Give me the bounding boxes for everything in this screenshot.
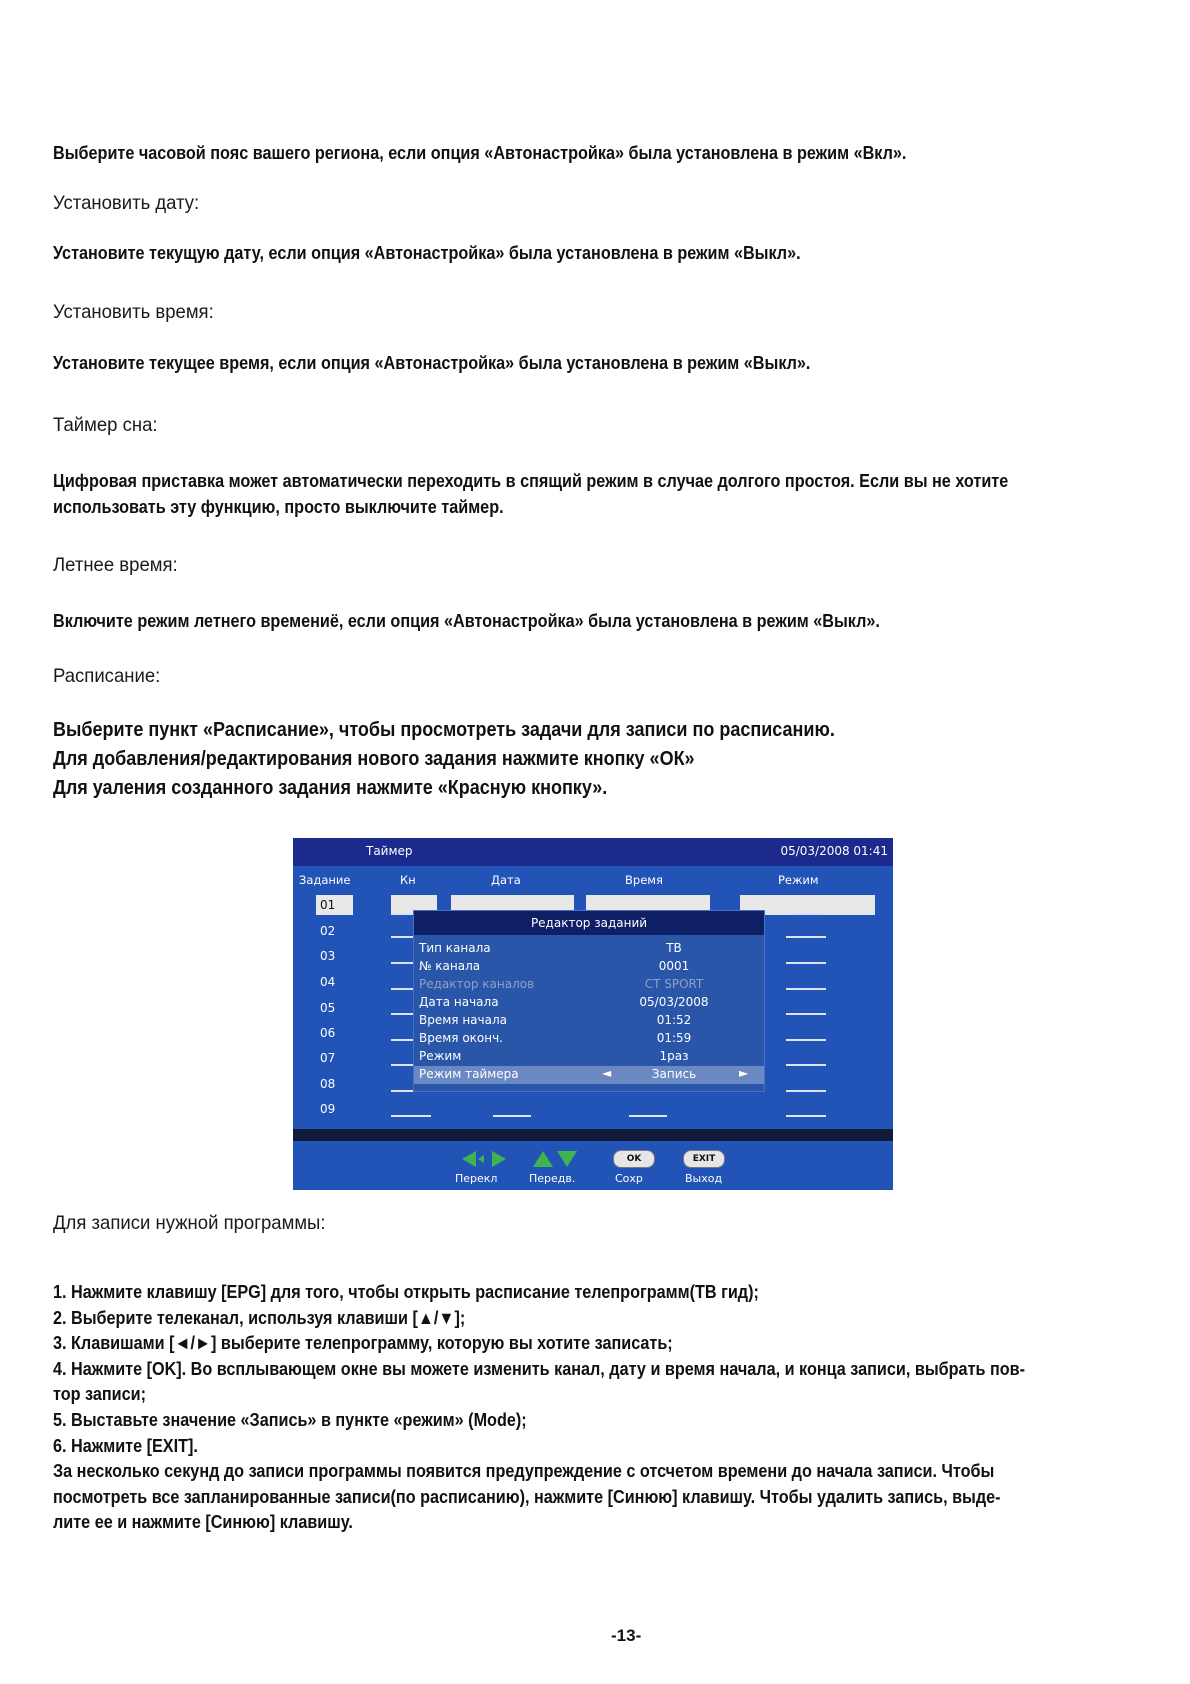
record-step: 3. Клавишами [◄/►] выберите телепрограмму, которую вы хотите записать; (53, 1333, 673, 1354)
dialog-row-start-date[interactable] (414, 994, 764, 1012)
field-label: Редактор каналов (419, 977, 535, 991)
field-label: Время оконч. (419, 1031, 503, 1045)
timer-screenshot (293, 838, 893, 1190)
empty-cell (391, 1064, 413, 1066)
empty-cell (786, 1115, 826, 1117)
empty-cell (786, 1013, 826, 1015)
empty-cell (391, 1039, 413, 1041)
field-value: CT SPORT (644, 977, 704, 991)
ok-key-button[interactable]: OK (613, 1150, 655, 1168)
sleep-timer-paragraph-2: использовать эту функцию, просто выключите таймер. (53, 497, 504, 517)
record-step: 1. Нажмите клавишу [EPG] для того, чтобы открыть расписание телепрограмм(ТВ гид); (53, 1282, 759, 1302)
field-label: № канала (419, 959, 481, 973)
tv-header-bar (293, 838, 893, 866)
dst-paragraph: Включите режим летнего времениё, если опция «Автонастройка» была установлена в режим «Выкл». (53, 611, 880, 631)
field-label: Дата начала (419, 995, 499, 1009)
set-date-heading: Установить дату: (53, 192, 200, 214)
task-number[interactable]: 03 (320, 949, 336, 963)
left-right-arrows-icon (460, 1150, 508, 1168)
dialog-row-end-time[interactable] (414, 1030, 764, 1048)
empty-cell (391, 962, 413, 964)
set-time-paragraph: Установите текущее время, если опция «Автонастройка» была установлена в режим «Выкл». (53, 353, 811, 373)
field-value: 05/03/2008 (639, 995, 709, 1009)
field-value: 01:59 (656, 1031, 692, 1045)
schedule-line-3: Для уаления созданного задания нажмите «Красную кнопку». (53, 777, 608, 799)
set-date-paragraph: Установите текущую дату, если опция «Автонастройка» была установлена в режим «Выкл». (53, 243, 801, 263)
empty-cell (391, 1115, 431, 1117)
field-value: Запись (651, 1067, 697, 1081)
tv-clock: 05/03/2008 01:41 (780, 844, 888, 858)
dialog-title: Редактор заданий (414, 911, 764, 935)
empty-cell (786, 1039, 826, 1041)
hint-move: Передв. (529, 1172, 576, 1185)
dialog-row-start-time[interactable] (414, 1012, 764, 1030)
page-number: -13- (611, 1626, 642, 1645)
up-down-arrows-icon (531, 1149, 579, 1169)
record-heading: Для записи нужной программы: (53, 1212, 326, 1234)
dialog-row-channel-number[interactable] (414, 958, 764, 976)
empty-cell (786, 1064, 826, 1066)
empty-cell (391, 1013, 413, 1015)
record-step: 6. Нажмите [EXIT]. (53, 1435, 198, 1456)
column-header-channel: Кн (400, 873, 416, 887)
dialog-row-channel-type[interactable] (414, 940, 764, 958)
column-header-time: Время (625, 873, 663, 887)
exit-key-button[interactable]: EXIT (683, 1150, 725, 1168)
field-label: Время начала (419, 1013, 507, 1027)
record-note: посмотреть все запланированные записи(по расписанию), нажмите [Синюю] клавишу. Чтобы удалить запись, выде- (53, 1486, 1001, 1507)
schedule-heading: Расписание: (53, 665, 161, 687)
set-time-heading: Установить время: (53, 301, 214, 323)
field-value: 01:52 (656, 1013, 692, 1027)
sleep-timer-paragraph-1: Цифровая приставка может автоматически переходить в спящий режим в случае долгого простоя. Если вы не хотите (53, 471, 1009, 491)
record-note: лите ее и нажмите [Синюю] клавишу. (53, 1512, 353, 1533)
empty-cell (786, 988, 826, 990)
schedule-line-1: Выберите пункт «Расписание», чтобы просмотреть задачи для записи по расписанию. (53, 719, 835, 741)
empty-cell (786, 913, 826, 915)
task-number[interactable]: 08 (320, 1077, 336, 1091)
task-number[interactable]: 01 (316, 895, 353, 915)
field-label: Режим таймера (419, 1067, 519, 1081)
field-value: 0001 (658, 959, 690, 973)
field-value: ТВ (666, 941, 682, 955)
empty-cell (786, 936, 826, 938)
record-step: тор записи; (53, 1384, 146, 1405)
arrow-left-icon[interactable]: ◄ (602, 1066, 612, 1080)
empty-cell (629, 1115, 667, 1117)
task-editor-dialog (413, 910, 765, 1092)
hint-save: Сохр (615, 1172, 643, 1185)
task-number[interactable]: 09 (320, 1102, 336, 1116)
record-steps-list (53, 1280, 1106, 1536)
record-step: 5. Выставьте значение «Запись» в пункте «режим» (Mode); (53, 1409, 527, 1430)
task-number[interactable]: 04 (320, 975, 336, 989)
empty-cell (786, 962, 826, 964)
dialog-body (414, 935, 764, 1091)
hint-switch: Перекл (455, 1172, 498, 1185)
schedule-line-2: Для добавления/редактирования нового задания нажмите кнопку «ОК» (53, 748, 695, 770)
task-number[interactable]: 02 (320, 924, 336, 938)
dialog-row-repeat-mode[interactable] (414, 1048, 764, 1066)
empty-cell (786, 1090, 826, 1092)
hint-exit: Выход (685, 1172, 723, 1185)
tv-title: Таймер (366, 844, 413, 858)
field-label: Тип канала (419, 941, 491, 955)
timezone-paragraph: Выберите часовой пояс вашего региона, если опция «Автонастройка» была установлена в режим «Вкл». (53, 143, 907, 163)
dst-heading: Летнее время: (53, 554, 178, 576)
dialog-row-timer-mode[interactable] (414, 1066, 764, 1084)
column-header-task: Задание (299, 873, 351, 887)
column-header-mode: Режим (778, 873, 819, 887)
record-step: 2. Выберите телеканал, используя клавиши [▲/▼]; (53, 1307, 466, 1328)
dialog-row-channel-editor (414, 976, 764, 994)
empty-cell (493, 1115, 531, 1117)
column-header-date: Дата (491, 873, 521, 887)
record-note: За несколько секунд до записи программы появится предупреждение с отсчетом времени до начала записи. Чтобы (53, 1461, 995, 1482)
field-value: 1раз (659, 1049, 689, 1063)
record-step: 4. Нажмите [OK]. Во всплывающем окне вы можете изменить канал, дату и время начала, и конца записи, выбрать пов- (53, 1358, 1025, 1379)
tv-bottom-divider (293, 1129, 893, 1141)
task-number[interactable]: 05 (320, 1001, 336, 1015)
arrow-right-icon[interactable]: ► (739, 1066, 749, 1080)
task-number[interactable]: 06 (320, 1026, 336, 1040)
task-number[interactable]: 07 (320, 1051, 336, 1065)
empty-cell (391, 936, 413, 938)
field-label: Режим (419, 1049, 462, 1063)
empty-cell (391, 988, 413, 990)
sleep-timer-heading: Таймер сна: (53, 414, 158, 436)
